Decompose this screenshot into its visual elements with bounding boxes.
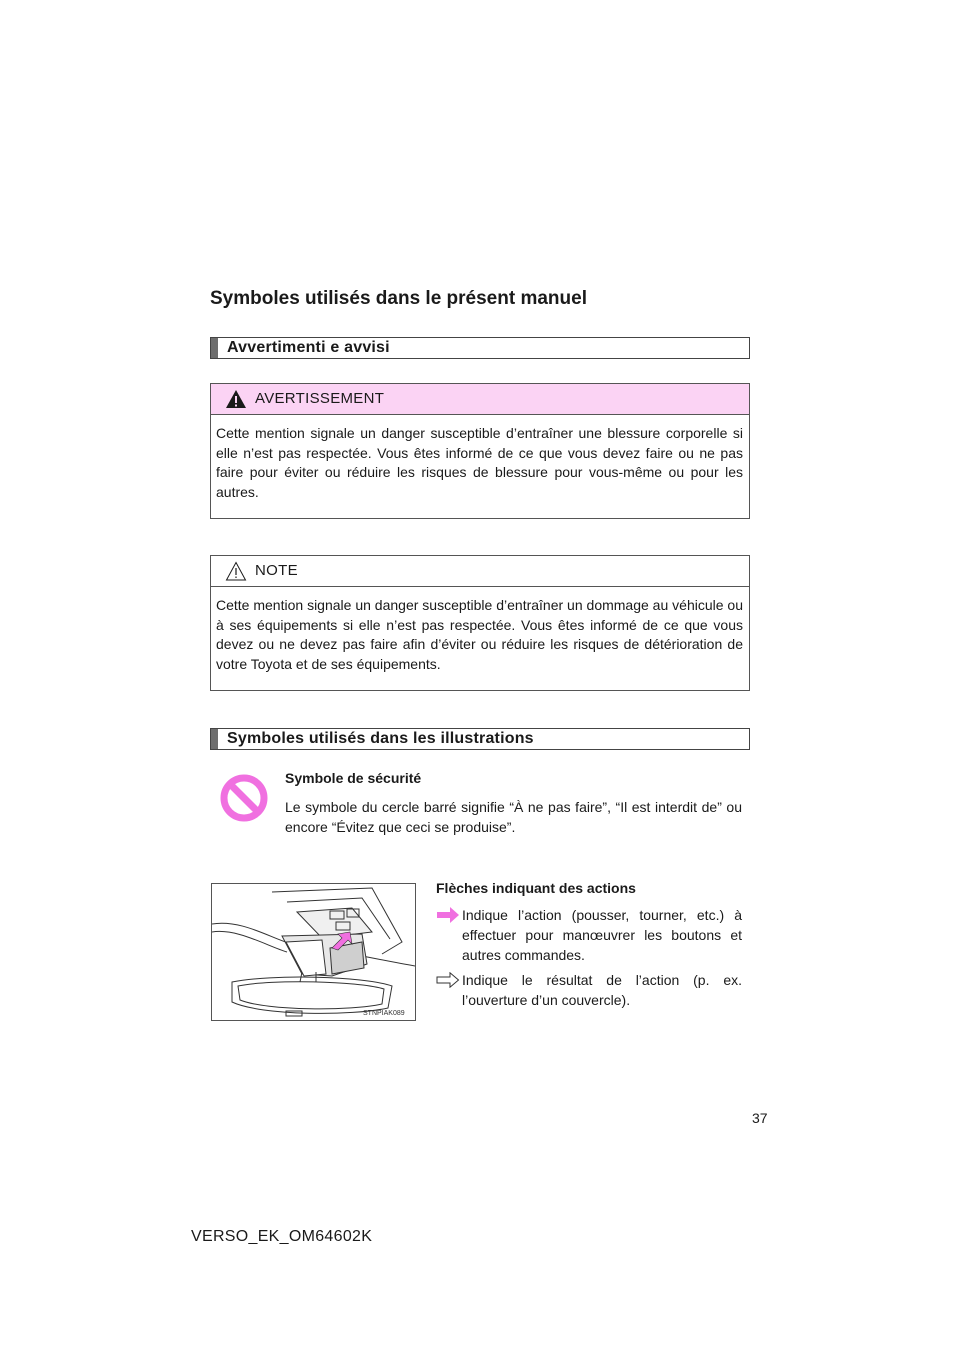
- action-arrows-title: Flèches indiquant des actions: [436, 880, 636, 896]
- action-arrow-item: [436, 905, 742, 965]
- section-stripe: [211, 338, 218, 358]
- action-arrow-text: Indique l’action (pousser, tourner, etc.) à effectuer pour manœuvrer les boutons et autres commandes.: [462, 907, 742, 963]
- section-title: Symboles utilisés dans les illustrations: [227, 730, 534, 747]
- result-arrow-text: Indique le résultat de l’action (p. ex. l’ouverture d’un couvercle).: [462, 972, 742, 1008]
- safety-symbol-title: Symbole de sécurité: [285, 770, 422, 786]
- note-title: NOTE: [255, 562, 298, 579]
- warning-triangle-icon: [225, 389, 247, 409]
- document-code: VERSO_EK_OM64602K: [191, 1228, 373, 1245]
- warning-box: [210, 383, 750, 519]
- page-number: 37: [752, 1110, 768, 1126]
- illustration-code: STNPIAK089: [363, 1010, 405, 1017]
- section-header-warnings: [210, 337, 750, 359]
- warning-title: AVERTISSEMENT: [255, 390, 385, 407]
- prohibition-icon: [219, 773, 269, 823]
- result-arrow-item: [436, 970, 742, 1010]
- section-header-illustrations: [210, 728, 750, 750]
- note-box: [210, 555, 750, 691]
- filled-pink-arrow-icon: [436, 907, 460, 923]
- section-stripe: [211, 729, 218, 749]
- note-text: Cette mention signale un danger susceptible d’entraîner un dommage au véhicule ou à ses équipements si elle n’est pas respectée. Vous êtes informé de ce que vous devez ou ne devez pas faire afin d’éviter ou réduire les risques de détérioration de votre Toyota et de ses équipements.: [216, 597, 743, 672]
- outline-arrow-icon: [436, 972, 460, 988]
- safety-symbol-description: Le symbole du cercle barré signifie “À ne pas faire”, “Il est interdit de” ou encore “Évitez que ceci se produise”.: [285, 799, 742, 835]
- warning-text: Cette mention signale un danger susceptible d’entraîner une blessure corporelle si elle n’est pas respectée. Vous êtes informé de ce que vous devez faire ou ne pas faire pour éviter ou réduire les risques de blessure pour vous-même ou pour les autres.: [216, 425, 743, 500]
- section-title: Avvertimenti e avvisi: [227, 339, 390, 356]
- overhead-console-drawing: [212, 884, 415, 1020]
- overhead-console-illustration: [211, 883, 416, 1021]
- note-header: [211, 556, 749, 587]
- caution-triangle-outline-icon: [225, 561, 247, 581]
- warning-header: [211, 384, 749, 415]
- page-title: Symboles utilisés dans le présent manuel: [210, 288, 587, 309]
